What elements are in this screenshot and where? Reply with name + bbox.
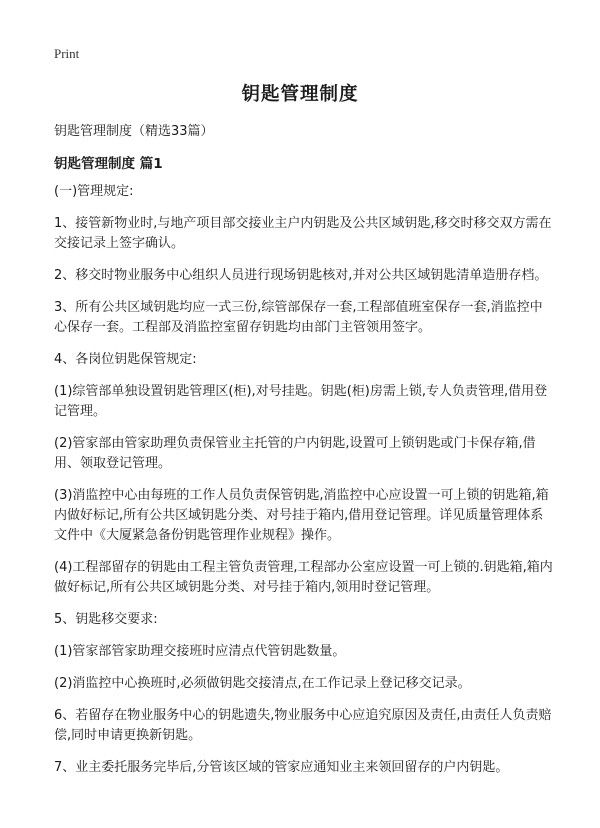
paragraph-4-2: (2)管家部由管家助理负责保管业主托管的户内钥匙,设置可上锁钥匙或门卡保存箱,借用、领取登记管理。 <box>54 436 536 471</box>
paragraph-5: 5、钥匙移交要求: <box>54 612 158 627</box>
paragraph-4: 4、各岗位钥匙保管规定: <box>54 352 197 367</box>
paragraph-4-4: (4)工程部留存的钥匙由工程主管负责管理,工程部办公室应设置一可上锁的.钥匙箱,箱内做好标记,所有公共区域钥匙分类、对号挂于箱内,领用时登记管理。 <box>54 560 553 595</box>
paragraph-1: 1、接管新物业时,与地产项目部交接业主户内钥匙及公共区域钥匙,移交时移交双方需在交接记录上签字确认。 <box>54 216 552 251</box>
paragraph-5-2: (2)消监控中心换班时,必须做钥匙交接清点,在工作记录上登记移交记录。 <box>54 676 471 691</box>
paragraph-management-rules: (一)管理规定: <box>54 184 134 199</box>
paragraph-6: 6、若留存在物业服务中心的钥匙遗失,物业服务中心应追究原因及责任,由责任人负责赔偿,同时申请更换新钥匙。 <box>54 708 552 743</box>
paragraph-5-1: (1)管家部管家助理交接班时应清点代管钥匙数量。 <box>54 644 346 659</box>
paragraph-2: 2、移交时物业服务中心组织人员进行现场钥匙核对,并对公共区域钥匙清单造册存档。 <box>54 268 548 283</box>
document-subtitle: 钥匙管理制度（精选33篇） <box>54 124 214 139</box>
paragraph-7: 7、业主委托服务完毕后,分管该区域的管家应通知业主来领回留存的户内钥匙。 <box>54 760 509 775</box>
section-heading: 钥匙管理制度 篇1 <box>54 156 163 172</box>
document-title: 钥匙管理制度 <box>241 84 359 105</box>
paragraph-3: 3、所有公共区域钥匙均应一式三份,综管部保存一套,工程部值班室保存一套,消监控中心保存一套。工程部及消监控室留存钥匙均由部门主管领用签字。 <box>54 300 543 335</box>
document-body <box>54 182 554 790</box>
paragraph-4-3: (3)消监控中心由每班的工作人员负责保管钥匙,消监控中心应设置一可上锁的钥匙箱,箱内做好标记,所有公共区域钥匙分类、对号挂于箱内,借用登记管理。详见质量管理体系文件中《大厦紧急备份钥匙管理作业规程》操作。 <box>54 488 549 543</box>
print-label: Print <box>54 46 80 61</box>
paragraph-4-1: (1)综管部单独设置钥匙管理区(柜),对号挂匙。钥匙(柜)房需上锁,专人负责管理,借用登记管理。 <box>54 384 548 419</box>
